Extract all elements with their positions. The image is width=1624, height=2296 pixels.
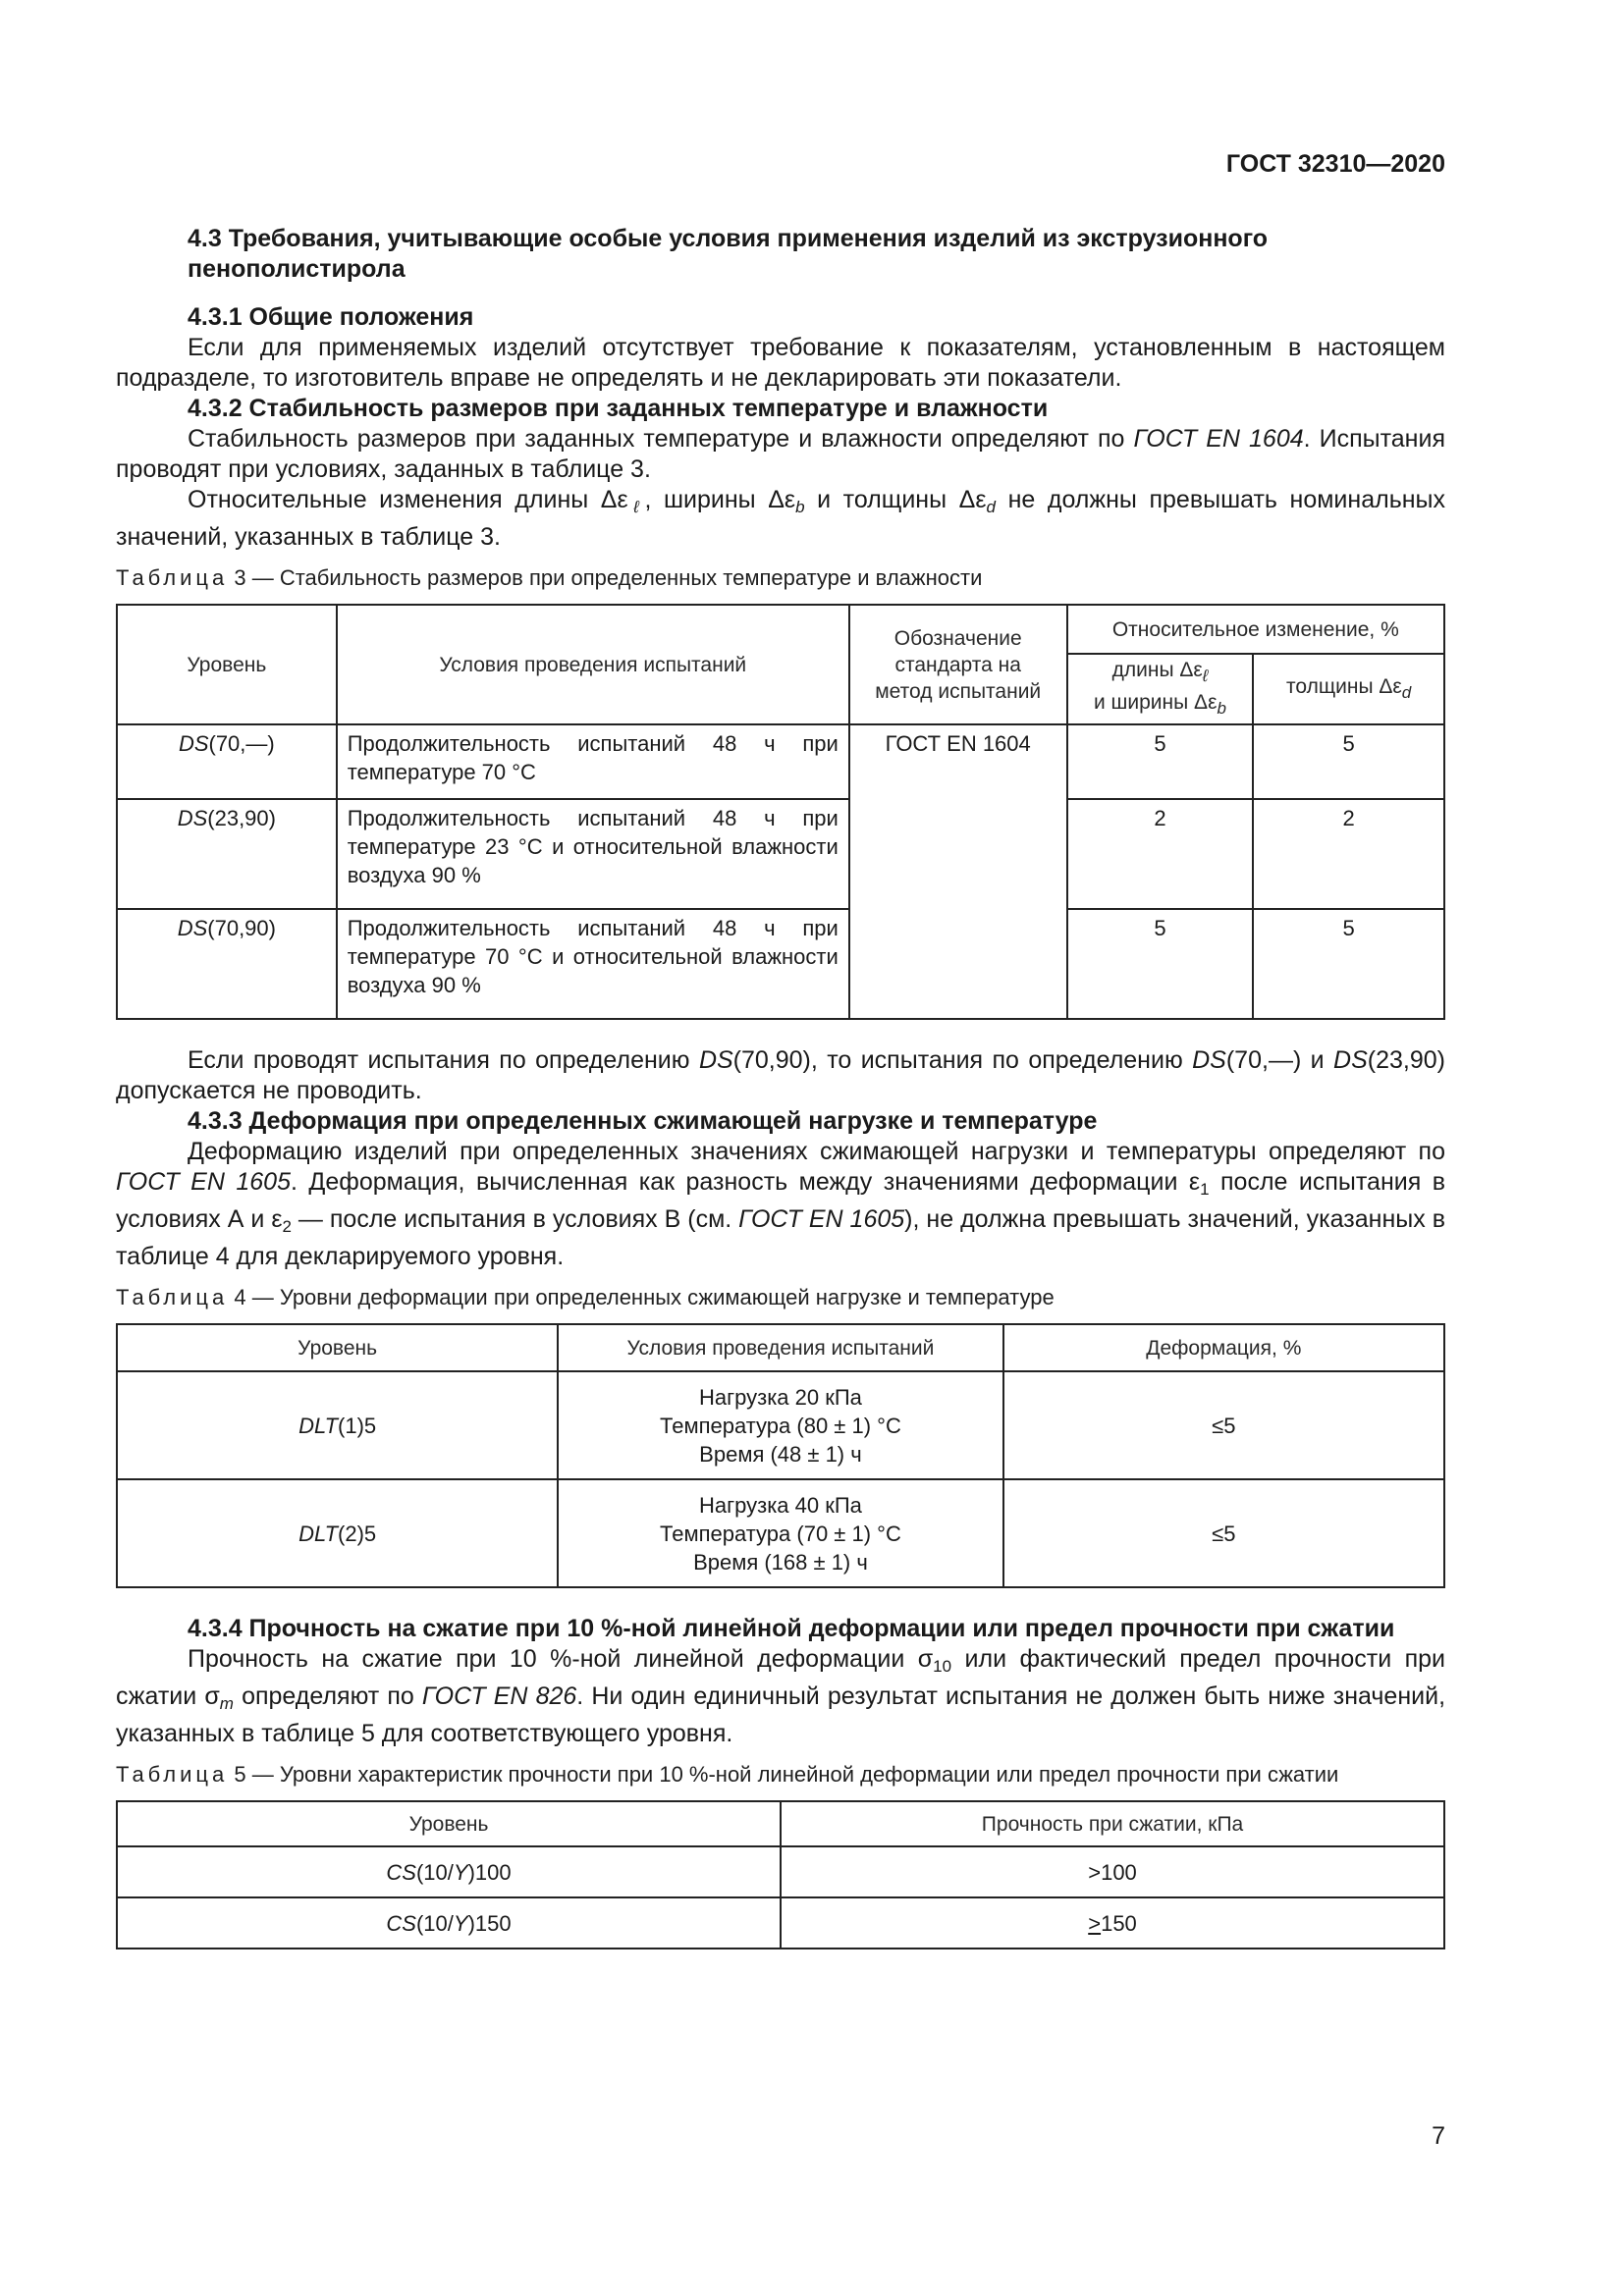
table-row [117, 799, 1444, 909]
table-3-caption: Таблица 3 — Стабильность размеров при определенных температуре и влажности [116, 565, 983, 590]
table-4-header-deformation: Деформация, % [1003, 1324, 1444, 1371]
table-3-header-standard: Обозначение стандарта на метод испытаний [849, 605, 1067, 724]
table-5-cell-level: CS(10/Y)100 [117, 1846, 781, 1897]
document-content [116, 224, 1445, 1949]
table-3 [116, 604, 1445, 1020]
section-4-3-1-paragraph: Если для применяемых изделий отсутствует требование к показателям, установленным в настоящем подразделе, то изготовитель вправе не определять и не декларировать эти показатели. [116, 334, 1445, 392]
table-4-cell-deformation: ≤5 [1003, 1371, 1444, 1479]
section-4-3-4-paragraph: Прочность на сжатие при 10 %-ной линейной деформации $\sigma_{10}$ или фактический предел прочности при сжатии $\sigma_m$ определяют по ГОСТ EN 826. Ни один единичный результат испытания не должен быть ниже значений, указанных в таблице 5 для соответствующего уровня. [116, 1645, 1446, 1747]
section-4-3-3-title: 4.3.3 Деформация при определенных сжимающей нагрузке и температуре [188, 1107, 1098, 1135]
document-number: ГОСТ 32310—2020 [1225, 150, 1445, 178]
table-3-header-level: Уровень [117, 605, 337, 724]
table-4-header-conditions: Условия проведения испытаний [558, 1324, 1002, 1371]
table-3-cell-conditions: Продолжительность испытаний 48 ч при температуре 23 °С и относительной влажности воздуха 90 % [337, 799, 849, 909]
table-3-cell-length-width: 5 [1067, 909, 1254, 1019]
table-4-cell-deformation: ≤5 [1003, 1479, 1444, 1587]
table-5-cell-level: CS(10/Y)150 [117, 1897, 781, 1949]
table-5 [116, 1800, 1445, 1949]
table-3-cell-thickness: 2 [1253, 799, 1444, 909]
table-4-caption: Таблица 4 — Уровни деформации при определенных сжимающей нагрузке и температуре [116, 1285, 1055, 1309]
table-3-cell-thickness: 5 [1253, 909, 1444, 1019]
table-4-cell-conditions: Нагрузка 40 кПа Температура (70 ± 1) °С Время (168 ± 1) ч [558, 1479, 1002, 1587]
table-row [117, 1371, 1444, 1479]
table-3-cell-conditions: Продолжительность испытаний 48 ч при температуре 70 °С и относительной влажности воздуха 90 % [337, 909, 849, 1019]
section-4-3-2-paragraph-2: Относительные изменения длины $\Delta\varepsilon_\ell$, ширины $\Delta\varepsilon_b$ и толщины $\Delta\varepsilon_d$ не должны превышать номинальных значений, указанных в таблице 3. [116, 486, 1445, 551]
section-4-3-3-paragraph: Деформацию изделий при определенных значениях сжимающей нагрузки и температуры определяют по ГОСТ EN 1605. Деформация, вычисленная как разность между значениями деформации $\varepsilon_1$ после испытания в условиях А и $\varepsilon_2$ — после испытания в условиях В (см. ГОСТ EN 1605), не должна превышать значений, указанных в таблице 4 для декларируемого уровня. [116, 1138, 1446, 1270]
table-5-header-strength: Прочность при сжатии, кПа [781, 1801, 1444, 1846]
table-3-header-relative-change: Относительное изменение, % [1067, 605, 1444, 654]
page-number: 7 [1432, 2122, 1445, 2150]
table-3-cell-level: DS(23,90) [117, 799, 337, 909]
table-3-note-paragraph: Если проводят испытания по определению DS(70,90), то испытания по определению DS(70,—) и DS(23,90) допускается не проводить. [116, 1046, 1445, 1104]
table-4-cell-conditions: Нагрузка 20 кПа Температура (80 ± 1) °С Время (48 ± 1) ч [558, 1371, 1002, 1479]
table-3-header-thickness: толщины $\Delta\varepsilon_d$ [1253, 654, 1444, 724]
table-3-header-length-width: длины $\Delta\varepsilon_\ell$ и ширины $\Delta\varepsilon_b$ [1067, 654, 1254, 724]
section-4-3-2-paragraph-1: Стабильность размеров при заданных температуре и влажности определяют по ГОСТ EN 1604. Испытания проводят при условиях, заданных в таблице 3. [116, 425, 1445, 483]
table-3-cell-level: DS(70,90) [117, 909, 337, 1019]
table-row [117, 1897, 1444, 1949]
table-4-cell-level: DLT(2)5 [117, 1479, 558, 1587]
table-5-header-level: Уровень [117, 1801, 781, 1846]
table-3-cell-conditions: Продолжительность испытаний 48 ч при температуре 70 °С [337, 724, 849, 799]
table-3-cell-standard: ГОСТ EN 1604 [849, 724, 1067, 1019]
table-5-cell-strength: >100 [781, 1846, 1444, 1897]
section-4-3-title: 4.3 Требования, учитывающие особые условия применения изделий из экструзионного пенополистирола [188, 225, 1269, 283]
table-5-cell-strength: >150 [781, 1897, 1444, 1949]
table-row [117, 1846, 1444, 1897]
table-row [117, 724, 1444, 799]
section-4-3-4-title: 4.3.4 Прочность на сжатие при 10 %-ной линейной деформации или предел прочности при сжатии [188, 1615, 1395, 1642]
table-3-cell-thickness: 5 [1253, 724, 1444, 799]
section-4-3-1-title: 4.3.1 Общие положения [188, 303, 474, 331]
table-4 [116, 1323, 1445, 1588]
table-3-header-conditions: Условия проведения испытаний [337, 605, 849, 724]
table-5-caption: Таблица 5 — Уровни характеристик прочности при 10 %-ной линейной деформации или предел прочности при сжатии [116, 1762, 1339, 1787]
table-3-cell-length-width: 5 [1067, 724, 1254, 799]
section-4-3-2-title: 4.3.2 Стабильность размеров при заданных температуре и влажности [188, 395, 1049, 422]
table-3-cell-level: DS(70,—) [117, 724, 337, 799]
table-4-header-level: Уровень [117, 1324, 558, 1371]
table-row [117, 1479, 1444, 1587]
table-4-cell-level: DLT(1)5 [117, 1371, 558, 1479]
table-row [117, 909, 1444, 1019]
table-3-cell-length-width: 2 [1067, 799, 1254, 909]
